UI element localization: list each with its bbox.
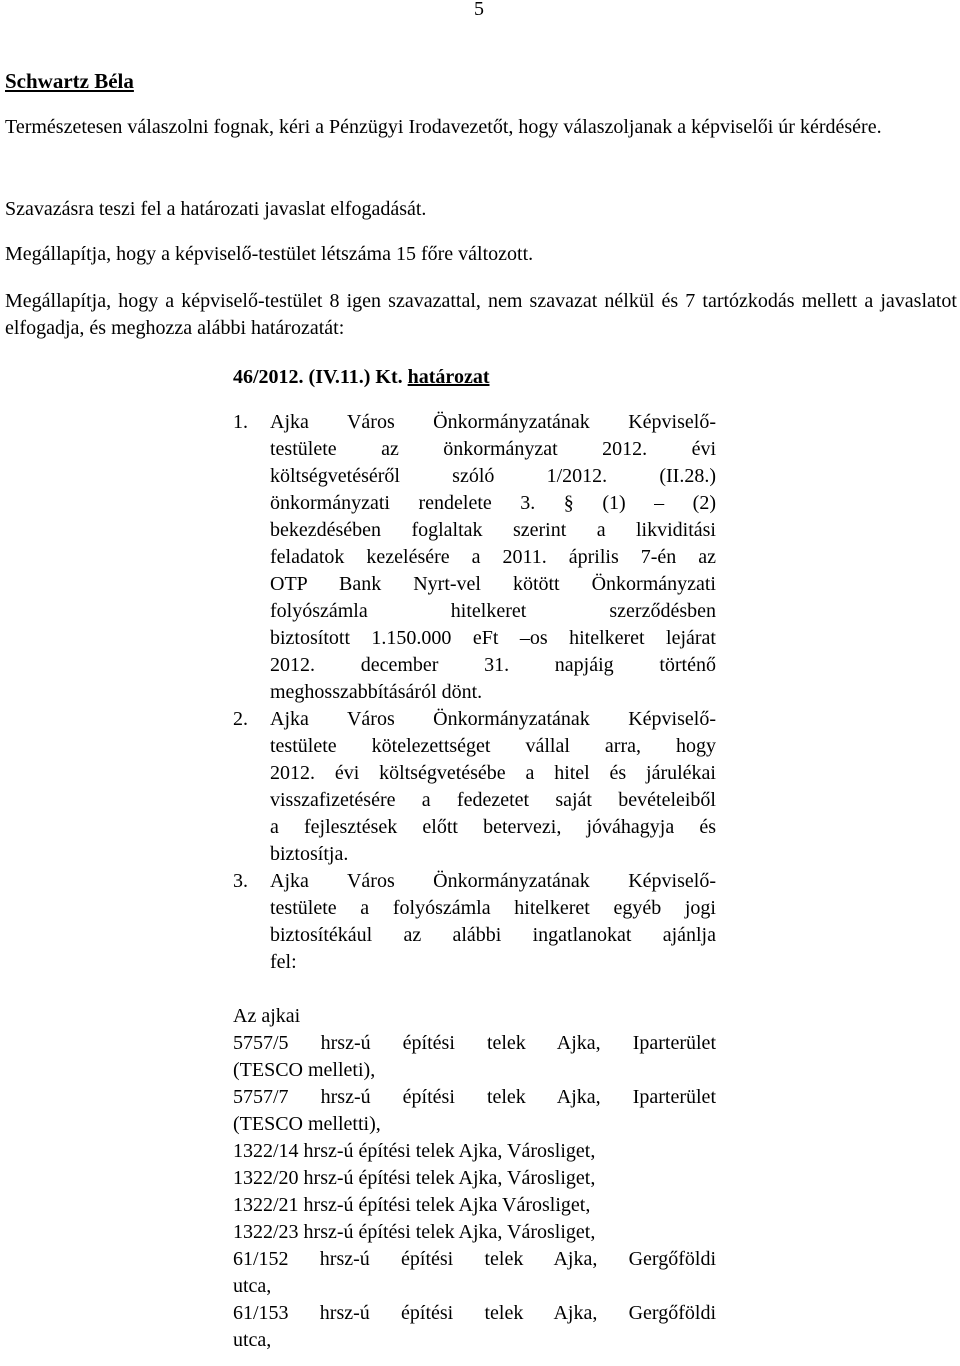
item-line: bekezdésében foglaltak szerint a likviditási xyxy=(270,519,716,541)
item-line: folyószámla hitelkeret szerződésben xyxy=(270,600,716,622)
property-line: 1322/20 hrsz-ú építési telek Ajka, Városliget, xyxy=(233,1167,596,1189)
item-line: fel: xyxy=(270,951,297,973)
property-line: utca, xyxy=(233,1275,272,1297)
item-line: költségvetéséről szóló 1/2012. (II.28.) xyxy=(270,465,716,487)
item-line: testülete kötelezettséget vállal arra, hogy xyxy=(270,735,716,757)
item-line: önkormányzati rendelete 3. § (1) – (2) xyxy=(270,492,716,514)
item-number: 1. xyxy=(233,411,248,433)
property-line: (TESCO melletti), xyxy=(233,1113,381,1135)
property-line: 1322/23 hrsz-ú építési telek Ajka, Városliget, xyxy=(233,1221,596,1243)
item-line: a fejlesztések előtt betervezi, jóváhagyja és xyxy=(270,816,716,838)
paragraph-reply: Természetesen válaszolni fognak, kéri a Pénzügyi Irodavezetőt, hogy válaszoljanak a képviselői úr kérdésére. xyxy=(5,116,882,138)
resolution-items xyxy=(233,409,716,976)
item-line: Ajka Város Önkormányzatának Képviselő- xyxy=(270,708,716,730)
property-line: 1322/14 hrsz-ú építési telek Ajka, Városliget, xyxy=(233,1140,596,1162)
speaker-name: Schwartz Béla xyxy=(5,69,134,93)
property-line: (TESCO melleti), xyxy=(233,1059,376,1081)
item-line: 2012. évi költségvetésébe a hitel és járulékai xyxy=(270,762,716,784)
resolution-item xyxy=(233,706,716,868)
property-line: 61/153 hrsz-ú építési telek Ajka, Gergőföldi xyxy=(233,1302,716,1324)
item-line: testülete a folyószámla hitelkeret egyéb jogi xyxy=(270,897,716,919)
item-number: 2. xyxy=(233,708,248,730)
resolution-title xyxy=(233,364,489,391)
item-line: 2012. december 31. napjáig történő xyxy=(270,654,716,676)
resolution-number: 46/2012. (IV.11.) Kt. xyxy=(233,366,403,388)
property-line: 5757/7 hrsz-ú építési telek Ajka, Iparterület xyxy=(233,1086,716,1108)
item-line: biztosított 1.150.000 eFt –os hitelkeret lejárat xyxy=(270,627,716,649)
item-line: meghosszabbításáról dönt. xyxy=(270,681,483,703)
item-number: 3. xyxy=(233,870,248,892)
paragraph-headcount: Megállapítja, hogy a képviselő-testület létszáma 15 főre változott. xyxy=(5,243,534,265)
paragraph-vote-call: Szavazásra teszi fel a határozati javaslat elfogadását. xyxy=(5,198,427,220)
page-number: 5 xyxy=(474,0,484,20)
resolution-item xyxy=(233,868,716,976)
resolution-label: határozat xyxy=(407,366,490,388)
item-line: biztosítja. xyxy=(270,843,349,865)
item-line: biztosítékául az alábbi ingatlanokat ajánlja xyxy=(270,924,716,946)
item-line: testülete az önkormányzat 2012. évi xyxy=(270,438,716,460)
property-line: 1322/21 hrsz-ú építési telek Ajka Városliget, xyxy=(233,1194,591,1216)
item-line: OTP Bank Nyrt-vel kötött Önkormányzati xyxy=(270,573,716,595)
resolution-item xyxy=(233,409,716,706)
property-list xyxy=(233,1003,716,1354)
property-line: 5757/5 hrsz-ú építési telek Ajka, Iparterület xyxy=(233,1032,716,1054)
item-line: feladatok kezelésére a 2011. április 7-én az xyxy=(270,546,716,568)
item-line: Ajka Város Önkormányzatának Képviselő- xyxy=(270,870,716,892)
paragraph-vote-result: Megállapítja, hogy a képviselő-testület 8 igen szavazattal, nem szavazat nélkül és 7 tartózkodás mellett a javaslatot elfogadja, és meghozza alábbi határozatát: xyxy=(5,290,957,339)
property-line: 61/152 hrsz-ú építési telek Ajka, Gergőföldi xyxy=(233,1248,716,1270)
item-line: visszafizetésére a fedezetet saját bevételeiből xyxy=(270,789,716,811)
property-line: utca, xyxy=(233,1329,272,1351)
item-line: Ajka Város Önkormányzatának Képviselő- xyxy=(270,411,716,433)
property-line: Az ajkai xyxy=(233,1005,301,1027)
